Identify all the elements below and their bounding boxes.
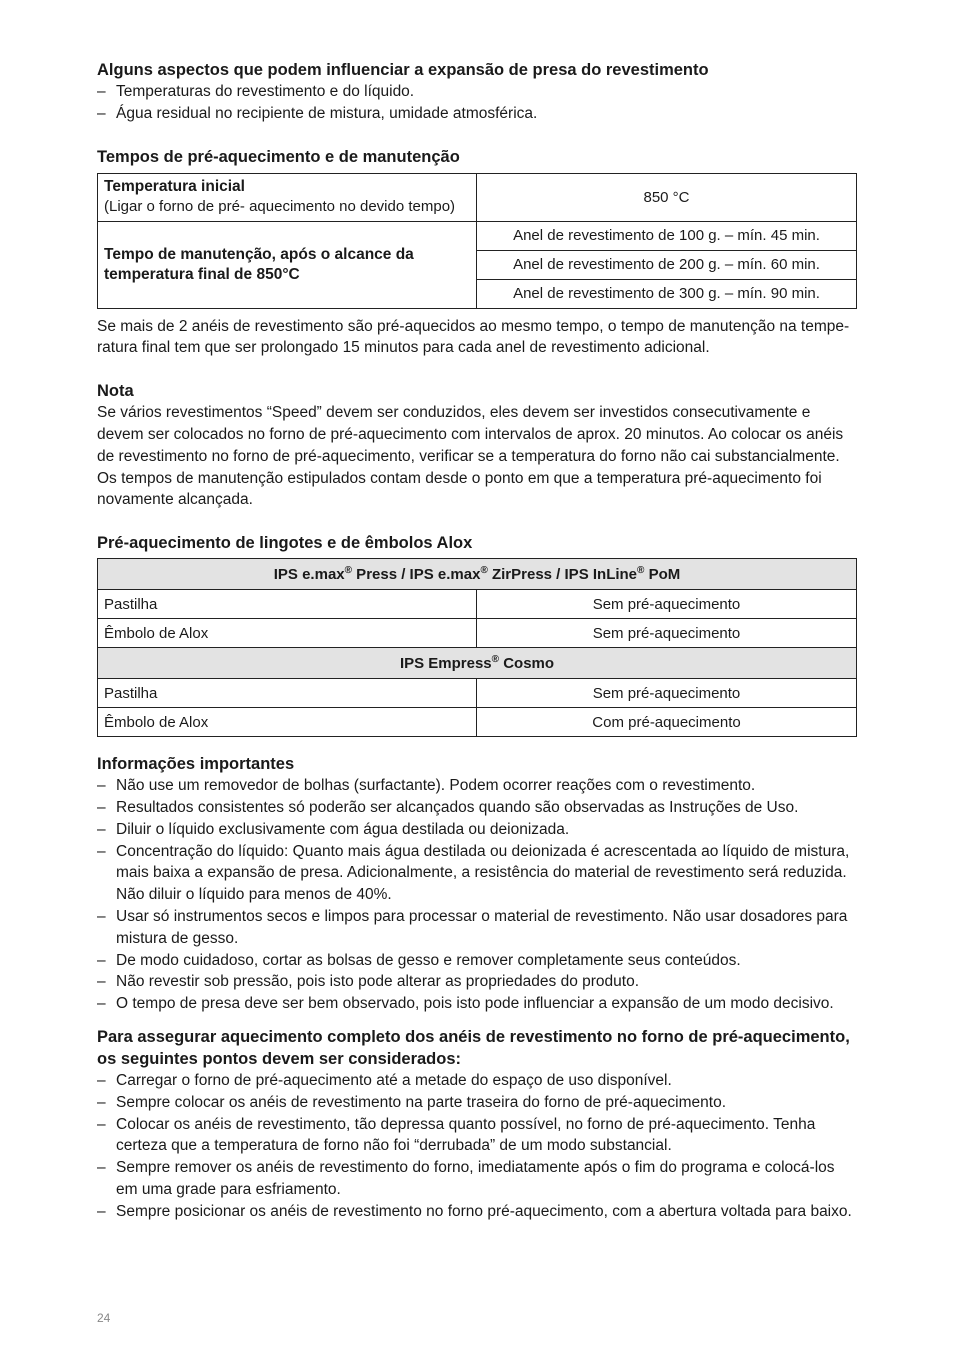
registered-mark: ® bbox=[637, 565, 645, 577]
initial-temperature-label: Temperatura inicial bbox=[104, 178, 245, 196]
registered-mark: ® bbox=[480, 565, 488, 577]
table-row bbox=[98, 708, 857, 737]
table-row bbox=[98, 590, 857, 619]
holding-time-100g: Anel de revestimento de 100 g. – mín. 45 min. bbox=[477, 221, 857, 250]
group-header-emax bbox=[98, 559, 857, 590]
section-title-complete-heating: Para assegurar aquecimento completo dos anéis de revestimento no forno de pré-aquecimento, os seguintes pontos devem ser considerados: bbox=[97, 1027, 850, 1068]
expansion-factors-list bbox=[97, 81, 857, 125]
table-cell bbox=[98, 173, 477, 221]
additional-rings-text-line-2: ratura final tem que ser prolongado 15 minutos para cada anel de revestimento adicional. bbox=[97, 339, 710, 357]
table-cell-label: Êmbolo de Alox bbox=[98, 619, 477, 648]
complete-heating-list bbox=[97, 1070, 857, 1223]
registered-mark: ® bbox=[344, 565, 353, 577]
registered-mark: ® bbox=[491, 654, 500, 666]
initial-temperature-value: 850 °C bbox=[477, 173, 857, 221]
list-item: – O tempo de presa deve ser bem observado, pois isto pode influenciar a expansão de um modo decisivo. bbox=[97, 993, 857, 1015]
ingots-plungers-table bbox=[97, 558, 857, 737]
table-cell-value: Sem pré-aquecimento bbox=[477, 679, 857, 708]
table-cell-label: Pastilha bbox=[98, 590, 477, 619]
list-item: – Não revestir sob pressão, pois isto pode alterar as propriedades do produto. bbox=[97, 971, 857, 993]
section-title-ingots-plungers: Pré-aquecimento de lingotes e de êmbolos Alox bbox=[97, 534, 473, 553]
list-item: – De modo cuidadoso, cortar as bolsas de gesso e remover completamente seus conteúdos. bbox=[97, 950, 857, 972]
note-title: Nota bbox=[97, 382, 134, 401]
table-cell-value: Com pré-aquecimento bbox=[477, 708, 857, 737]
table-group-header bbox=[98, 559, 857, 590]
section-title-preheat-times: Tempos de pré-aquecimento e de manutenção bbox=[97, 147, 460, 166]
list-item: – Diluir o líquido exclusivamente com água destilada ou deionizada. bbox=[97, 819, 857, 841]
list-item: – Não use um removedor de bolhas (surfactante). Podem ocorrer reações com o revestimento. bbox=[97, 775, 857, 797]
important-info-list bbox=[97, 775, 857, 1015]
table-row bbox=[98, 679, 857, 708]
holding-time-label: Tempo de manutenção, após o alcance da temperatura final de 850°C bbox=[98, 221, 477, 308]
table-cell-label: Pastilha bbox=[98, 679, 477, 708]
preheat-times-table bbox=[97, 173, 857, 309]
group-header-text: ZirPress / IPS InLine bbox=[487, 566, 638, 584]
initial-temperature-note: (Ligar o forno de pré- aquecimento no devido tempo) bbox=[104, 198, 456, 216]
additional-rings-text-line-1: Se mais de 2 anéis de revestimento são pré-aquecidos ao mesmo tempo, o tempo de manutenção na tempe- bbox=[97, 317, 850, 335]
group-header-empress bbox=[98, 648, 857, 679]
group-header-text: Cosmo bbox=[499, 655, 555, 673]
list-item: – Sempre remover os anéis de revestimento do forno, imediatamente após o fim do programa e colocá-los em uma grade para esfriamento. bbox=[97, 1157, 857, 1201]
list-item: – Temperaturas do revestimento e do líquido. bbox=[97, 81, 857, 103]
list-item: – Resultados consistentes só poderão ser alcançados quando são observadas as Instruções de Uso. bbox=[97, 797, 857, 819]
table-row bbox=[98, 619, 857, 648]
table-cell-label: Êmbolo de Alox bbox=[98, 708, 477, 737]
list-item: – Carregar o forno de pré-aquecimento até a metade do espaço de uso disponível. bbox=[97, 1070, 857, 1092]
list-item: – Concentração do líquido: Quanto mais água destilada ou deionizada é acrescentada ao líquido de mistura, mais baixa a expansão de presa. Adicionalmente, a resistência do material de revestimento será reduzida. Não diluir o líquido para menos de 40%. bbox=[97, 841, 857, 906]
section-title-expansion: Alguns aspectos que podem influenciar a expansão de presa do revestimento bbox=[97, 61, 709, 79]
table-row bbox=[98, 173, 857, 221]
list-item: – Usar só instrumentos secos e limpos para processar o material de revestimento. Não usar dosadores para mistura de gesso. bbox=[97, 906, 857, 950]
document-page bbox=[97, 60, 857, 1223]
holding-time-300g: Anel de revestimento de 300 g. – mín. 90 min. bbox=[477, 279, 857, 308]
list-item: – Sempre colocar os anéis de revestimento na parte traseira do forno de pré-aquecimento. bbox=[97, 1092, 857, 1114]
list-item: – Água residual no recipiente de mistura, umidade atmosférica. bbox=[97, 103, 857, 125]
page-number: 24 bbox=[97, 1311, 111, 1325]
section-title-important-info: Informações importantes bbox=[97, 755, 295, 774]
table-group-header bbox=[98, 648, 857, 679]
group-header-text: Press / IPS e.max bbox=[352, 566, 481, 584]
table-cell-value: Sem pré-aquecimento bbox=[477, 619, 857, 648]
note-text: Se vários revestimentos “Speed” devem ser conduzidos, eles devem ser investidos consecutivamente e devem ser colocados no forno de pré-aquecimento com intervalos de aprox. 20 minutos. Ao colocar os anéis de revestimento no forno de pré-aquecimento, verificar se a temperatura do forno não cai substancialmente. Os tempos de manutenção estipulados contam desde o ponto em que a temperatura pré-aquecimento foi novamente alcançada. bbox=[97, 404, 844, 509]
table-row bbox=[98, 221, 857, 250]
group-header-text: IPS Empress bbox=[399, 655, 492, 673]
holding-time-200g: Anel de revestimento de 200 g. – mín. 60 min. bbox=[477, 250, 857, 279]
group-header-text: IPS e.max bbox=[273, 566, 345, 584]
list-item: – Colocar os anéis de revestimento, tão depressa quanto possível, no forno de pré-aquecimento. Tenha certeza que a temperatura de forno não foi “derrubada” de um modo substancial. bbox=[97, 1114, 857, 1158]
list-item: – Sempre posicionar os anéis de revestimento no forno pré-aquecimento, com a abertura voltada para baixo. bbox=[97, 1201, 857, 1223]
table-cell-value: Sem pré-aquecimento bbox=[477, 590, 857, 619]
group-header-text: PoM bbox=[644, 566, 681, 584]
